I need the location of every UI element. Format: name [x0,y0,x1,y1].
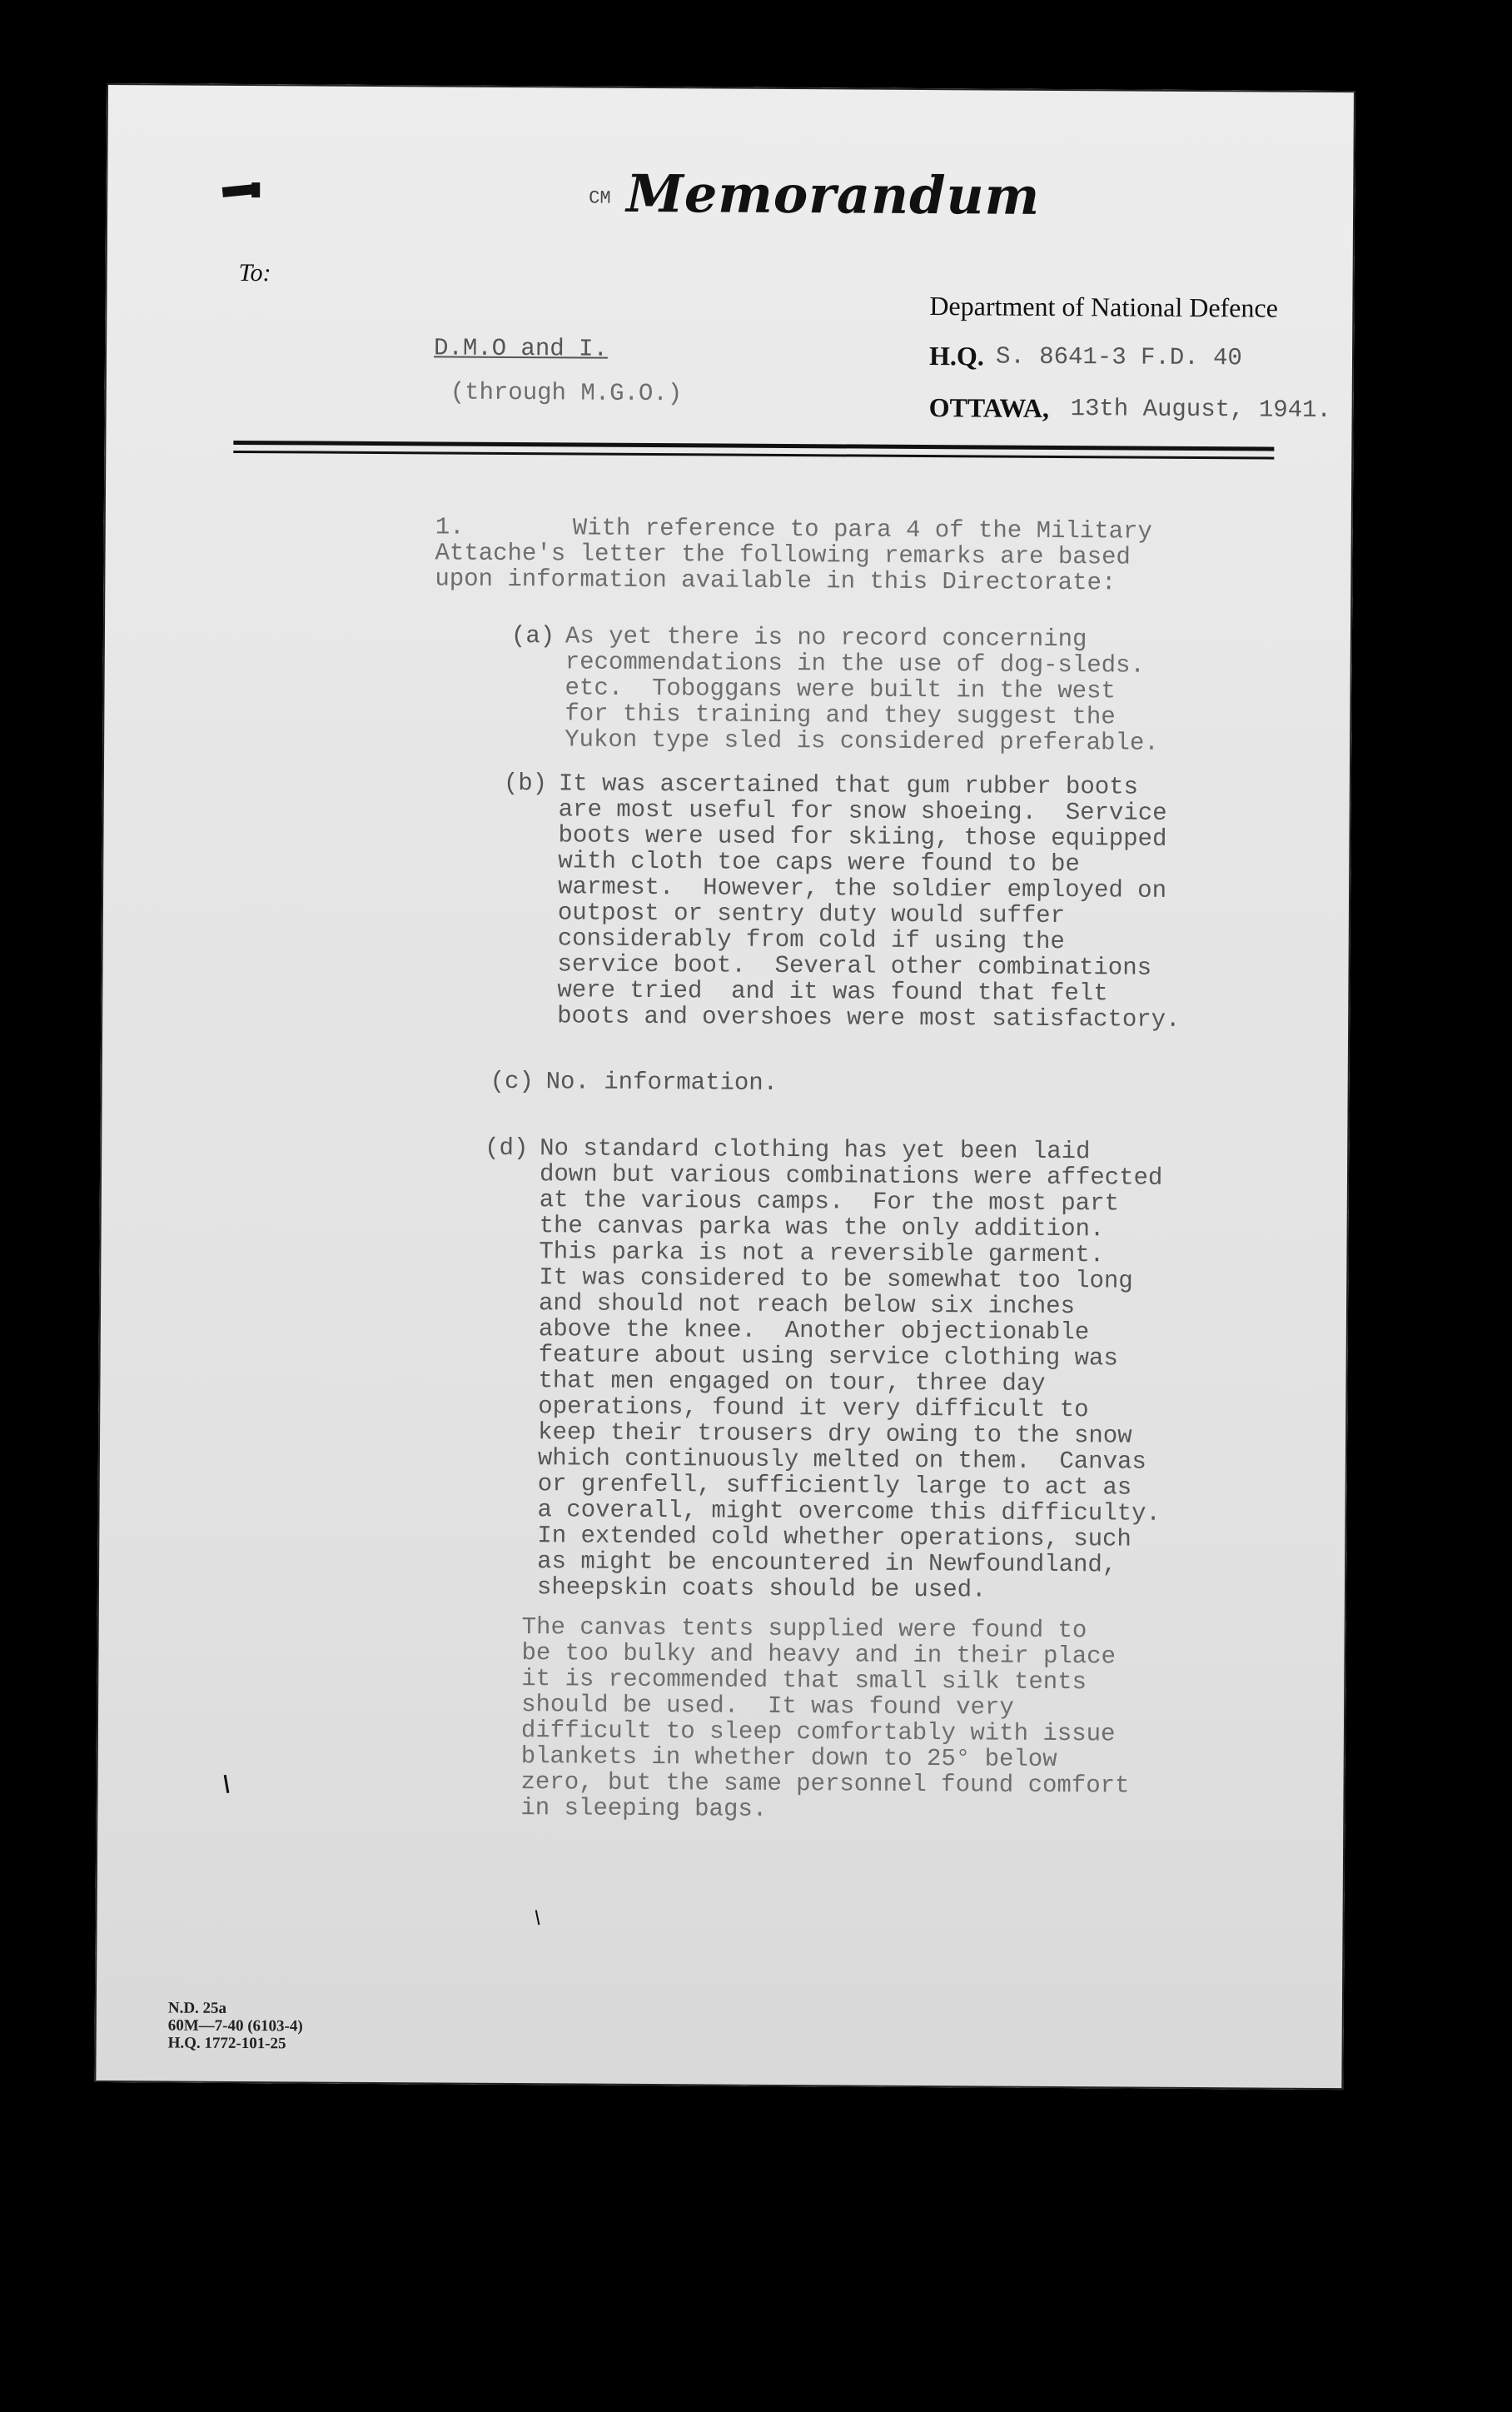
item-b-text [557,770,1181,1033]
form-number-line: N.D. 25a [167,1999,227,2017]
item-a-line: Yukon type sled is considered preferable. [565,725,1159,757]
item-d-line: This parka is not a reversible garment. [539,1238,1105,1269]
city-label: OTTAWA, [928,392,1050,423]
form-number-line: H.Q. 1772-101-25 [167,2034,286,2053]
item-d-line: the canvas parka was the only addition. [539,1212,1105,1243]
item-b-line: warmest. However, the soldier employed on [558,873,1167,904]
item-b-line: with cloth toe caps were found to be [558,847,1080,879]
item-b-line: outpost or sentry duty would suffer [557,899,1066,930]
item-d-line: sheepskin coats should be used. [536,1573,987,1604]
item-d-line: feature about using service clothing was [538,1341,1118,1373]
hq-label: H.Q. [928,341,984,371]
item-d-line: It was considered to be somewhat too long [539,1263,1133,1295]
item-a-text [565,623,1159,755]
stray-mark [224,1775,230,1793]
memo-date: 13th August, 1941. [1070,395,1331,424]
para-tents-text [520,1614,1130,1824]
item-d-label: (d) [485,1134,529,1163]
item-a-line: etc. Toboggans were built in the west [565,674,1116,705]
item-d-line: operations, found it very difficult to [538,1393,1089,1424]
item-b-line: boots and overshoes were most satisfactory. [557,1002,1181,1034]
para-tents-line: be too bulky and heavy and in their place [521,1639,1117,1671]
para1-line: upon information available in this Directorate: [435,565,1117,597]
form-number-line: 60M—7-40 (6103-4) [167,2016,303,2036]
para1-text [435,514,1152,596]
para1-line: Attache's letter the following remarks are based [435,539,1131,571]
item-d-line: keep their trousers dry owing to the snow [538,1418,1132,1450]
para-tents-line: it is recommended that small silk tents [521,1665,1087,1697]
item-d-line: which continuously melted on them. Canvas [537,1444,1146,1476]
item-d-line: and should not reach below six inches [538,1289,1076,1321]
item-d-line: down but various combinations were affected [539,1160,1163,1192]
item-b-line: It was ascertained that gum rubber boots [558,770,1139,801]
para1-number: 1. [435,513,465,541]
item-d-line: at the various camps. For the most part [539,1186,1120,1218]
memo-prefix: CM [589,187,611,209]
item-d-line: above the knee. Another objectionable [538,1315,1090,1347]
item-d-line: that men engaged on tour, three day [538,1367,1046,1398]
header-rule-top [233,441,1274,451]
item-d-line: as might be encountered in Newfoundland, [537,1547,1117,1579]
para-tents-line: The canvas tents supplied were found to [521,1613,1087,1645]
pen-mark-tail [251,182,260,197]
recipient: D.M.O and I. [433,334,609,363]
para-tents-line: should be used. It was found very [521,1691,1014,1722]
item-d-line: No standard clothing has yet been laid [540,1134,1091,1166]
item-b-line: considerably from cold if using the [557,924,1065,956]
hq-file-number: S. 8641-3 F.D. 40 [995,342,1242,372]
item-a-line: for this training and they suggest the [565,700,1116,731]
para-tents-line: zero, but the same personnel found comfort [520,1768,1130,1800]
item-d-line: or grenfell, sufficiently large to act as [537,1470,1132,1502]
para1-line: With reference to para 4 of the Military [572,514,1152,546]
recipient-via: (through M.G.O.) [450,378,683,408]
header-rule-bottom [233,451,1274,460]
item-a-line: recommendations in the use of dog-sleds. [565,648,1145,680]
to-label: To: [238,258,271,287]
item-a-line: As yet there is no record concerning [565,622,1087,654]
item-b-line: service boot. Several other combinations [557,950,1152,982]
item-b-line: boots were used for skiing, those equipped [558,821,1167,853]
item-d-line: a coverall, might overcome this difficulty. [537,1496,1161,1527]
para-tents-line: in sleeping bags. [520,1794,768,1823]
stray-mark [535,1910,540,1925]
item-b-label: (b) [503,769,548,798]
item-c-label: (c) [490,1067,535,1096]
para-tents-line: difficult to sleep comfortably with issue [520,1717,1116,1748]
item-c-text: No. information. [545,1068,778,1097]
form-number [168,1999,303,2052]
item-b-line: are most useful for snow shoeing. Service [558,795,1167,827]
memo-title: Memorandum [625,162,1041,227]
item-d-line: In extended cold whether operations, such [537,1522,1132,1553]
memo-sheet [94,83,1355,2090]
item-b-line: were tried and it was found that felt [557,976,1108,1008]
department-name: Department of National Defence [929,291,1278,323]
para-tents-line: blankets in whether down to 25° below [520,1742,1057,1774]
item-d-text [537,1135,1163,1604]
item-a-label: (a) [510,621,555,650]
